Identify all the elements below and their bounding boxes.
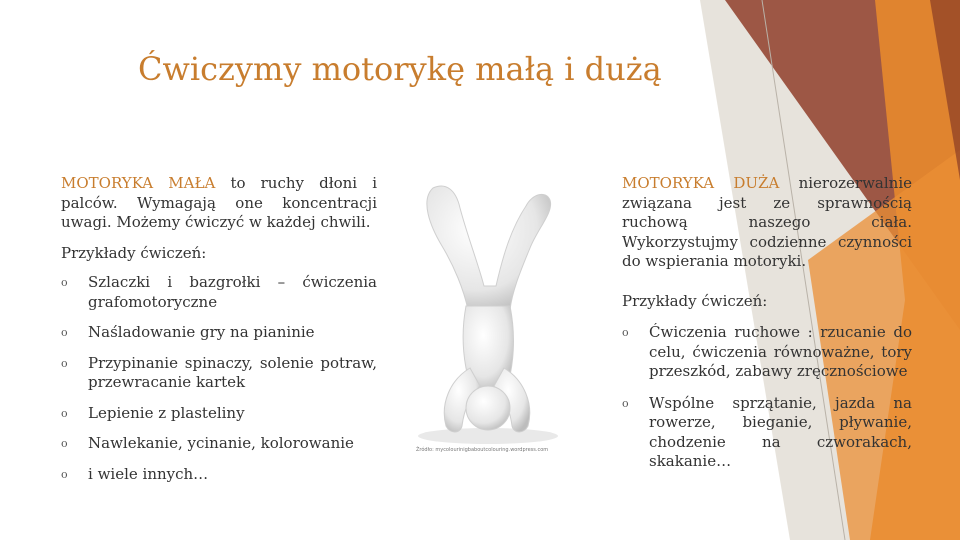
list-item-text: Szlaczki i bazgrołki – ćwiczenia grafomotoryczne — [88, 273, 377, 311]
fine-motor-intro — [61, 174, 377, 233]
list-item — [61, 434, 377, 454]
gross-motor-term: MOTORYKA DUŻA — [622, 174, 780, 192]
gross-motor-examples-label: Przykłady ćwiczeń: — [622, 291, 768, 310]
bullet-icon: o — [61, 326, 68, 339]
bullet-icon: o — [61, 276, 68, 289]
list-item — [61, 404, 377, 424]
bullet-icon: o — [622, 396, 629, 410]
fine-motor-examples-label: Przykłady ćwiczeń: — [61, 243, 207, 262]
bullet-icon: o — [61, 437, 68, 450]
gross-motor-description: nierozerwalnie związana jest ze sprawnością ruchową naszego ciała. Wykorzystujmy codzienne czynności do wspierania motoryki. — [622, 174, 912, 270]
bullet-icon: o — [61, 356, 68, 370]
fine-motor-term: MOTORYKA MAŁA — [61, 174, 216, 192]
gross-motor-examples-list — [622, 323, 912, 472]
list-item — [61, 354, 377, 393]
image-credit: Źródło: mycolourinigbaboutcolouring.wordpress.com — [416, 447, 549, 453]
bullet-icon: o — [61, 406, 68, 420]
handstand-figure-illustration — [398, 168, 578, 455]
fine-motor-examples-list — [61, 273, 377, 484]
list-item-text: Wspólne sprzątanie, jazda na rowerze, bieganie, pływanie, chodzenie na czworakach, skakanie… — [649, 393, 912, 470]
handstand-figure-image — [398, 168, 578, 455]
list-item — [61, 273, 377, 312]
left-column-fine-motor — [61, 174, 377, 495]
bullet-icon: o — [61, 467, 68, 481]
list-item — [61, 465, 377, 485]
list-item — [61, 323, 377, 343]
list-item-text: Naśladowanie gry na pianinie — [88, 323, 315, 341]
list-item-text: i wiele innych… — [88, 464, 209, 483]
list-item — [622, 394, 912, 472]
gross-motor-intro — [622, 174, 912, 272]
list-item — [622, 323, 912, 382]
fine-motor-description: to ruchy dłoni i palców. Wymagają one koncentracji uwagi. Możemy ćwiczyć w każdej chwili. — [61, 174, 377, 231]
list-item-text: Lepienie z plasteliny — [88, 403, 245, 422]
list-item-text: Ćwiczenia ruchowe : rzucanie do celu, ćwiczenia równoważne, tory przeszkód, zabawy zręcznościowe — [649, 323, 912, 380]
list-item-text: Przypinanie spinaczy, solenie potraw, przewracanie kartek — [88, 353, 377, 391]
bullet-icon: o — [622, 326, 629, 339]
slide-title: Ćwiczymy motorykę małą i dużą — [138, 50, 662, 88]
right-column-gross-motor — [622, 174, 912, 484]
list-item-text: Nawlekanie, ycinanie, kolorowanie — [88, 434, 354, 452]
